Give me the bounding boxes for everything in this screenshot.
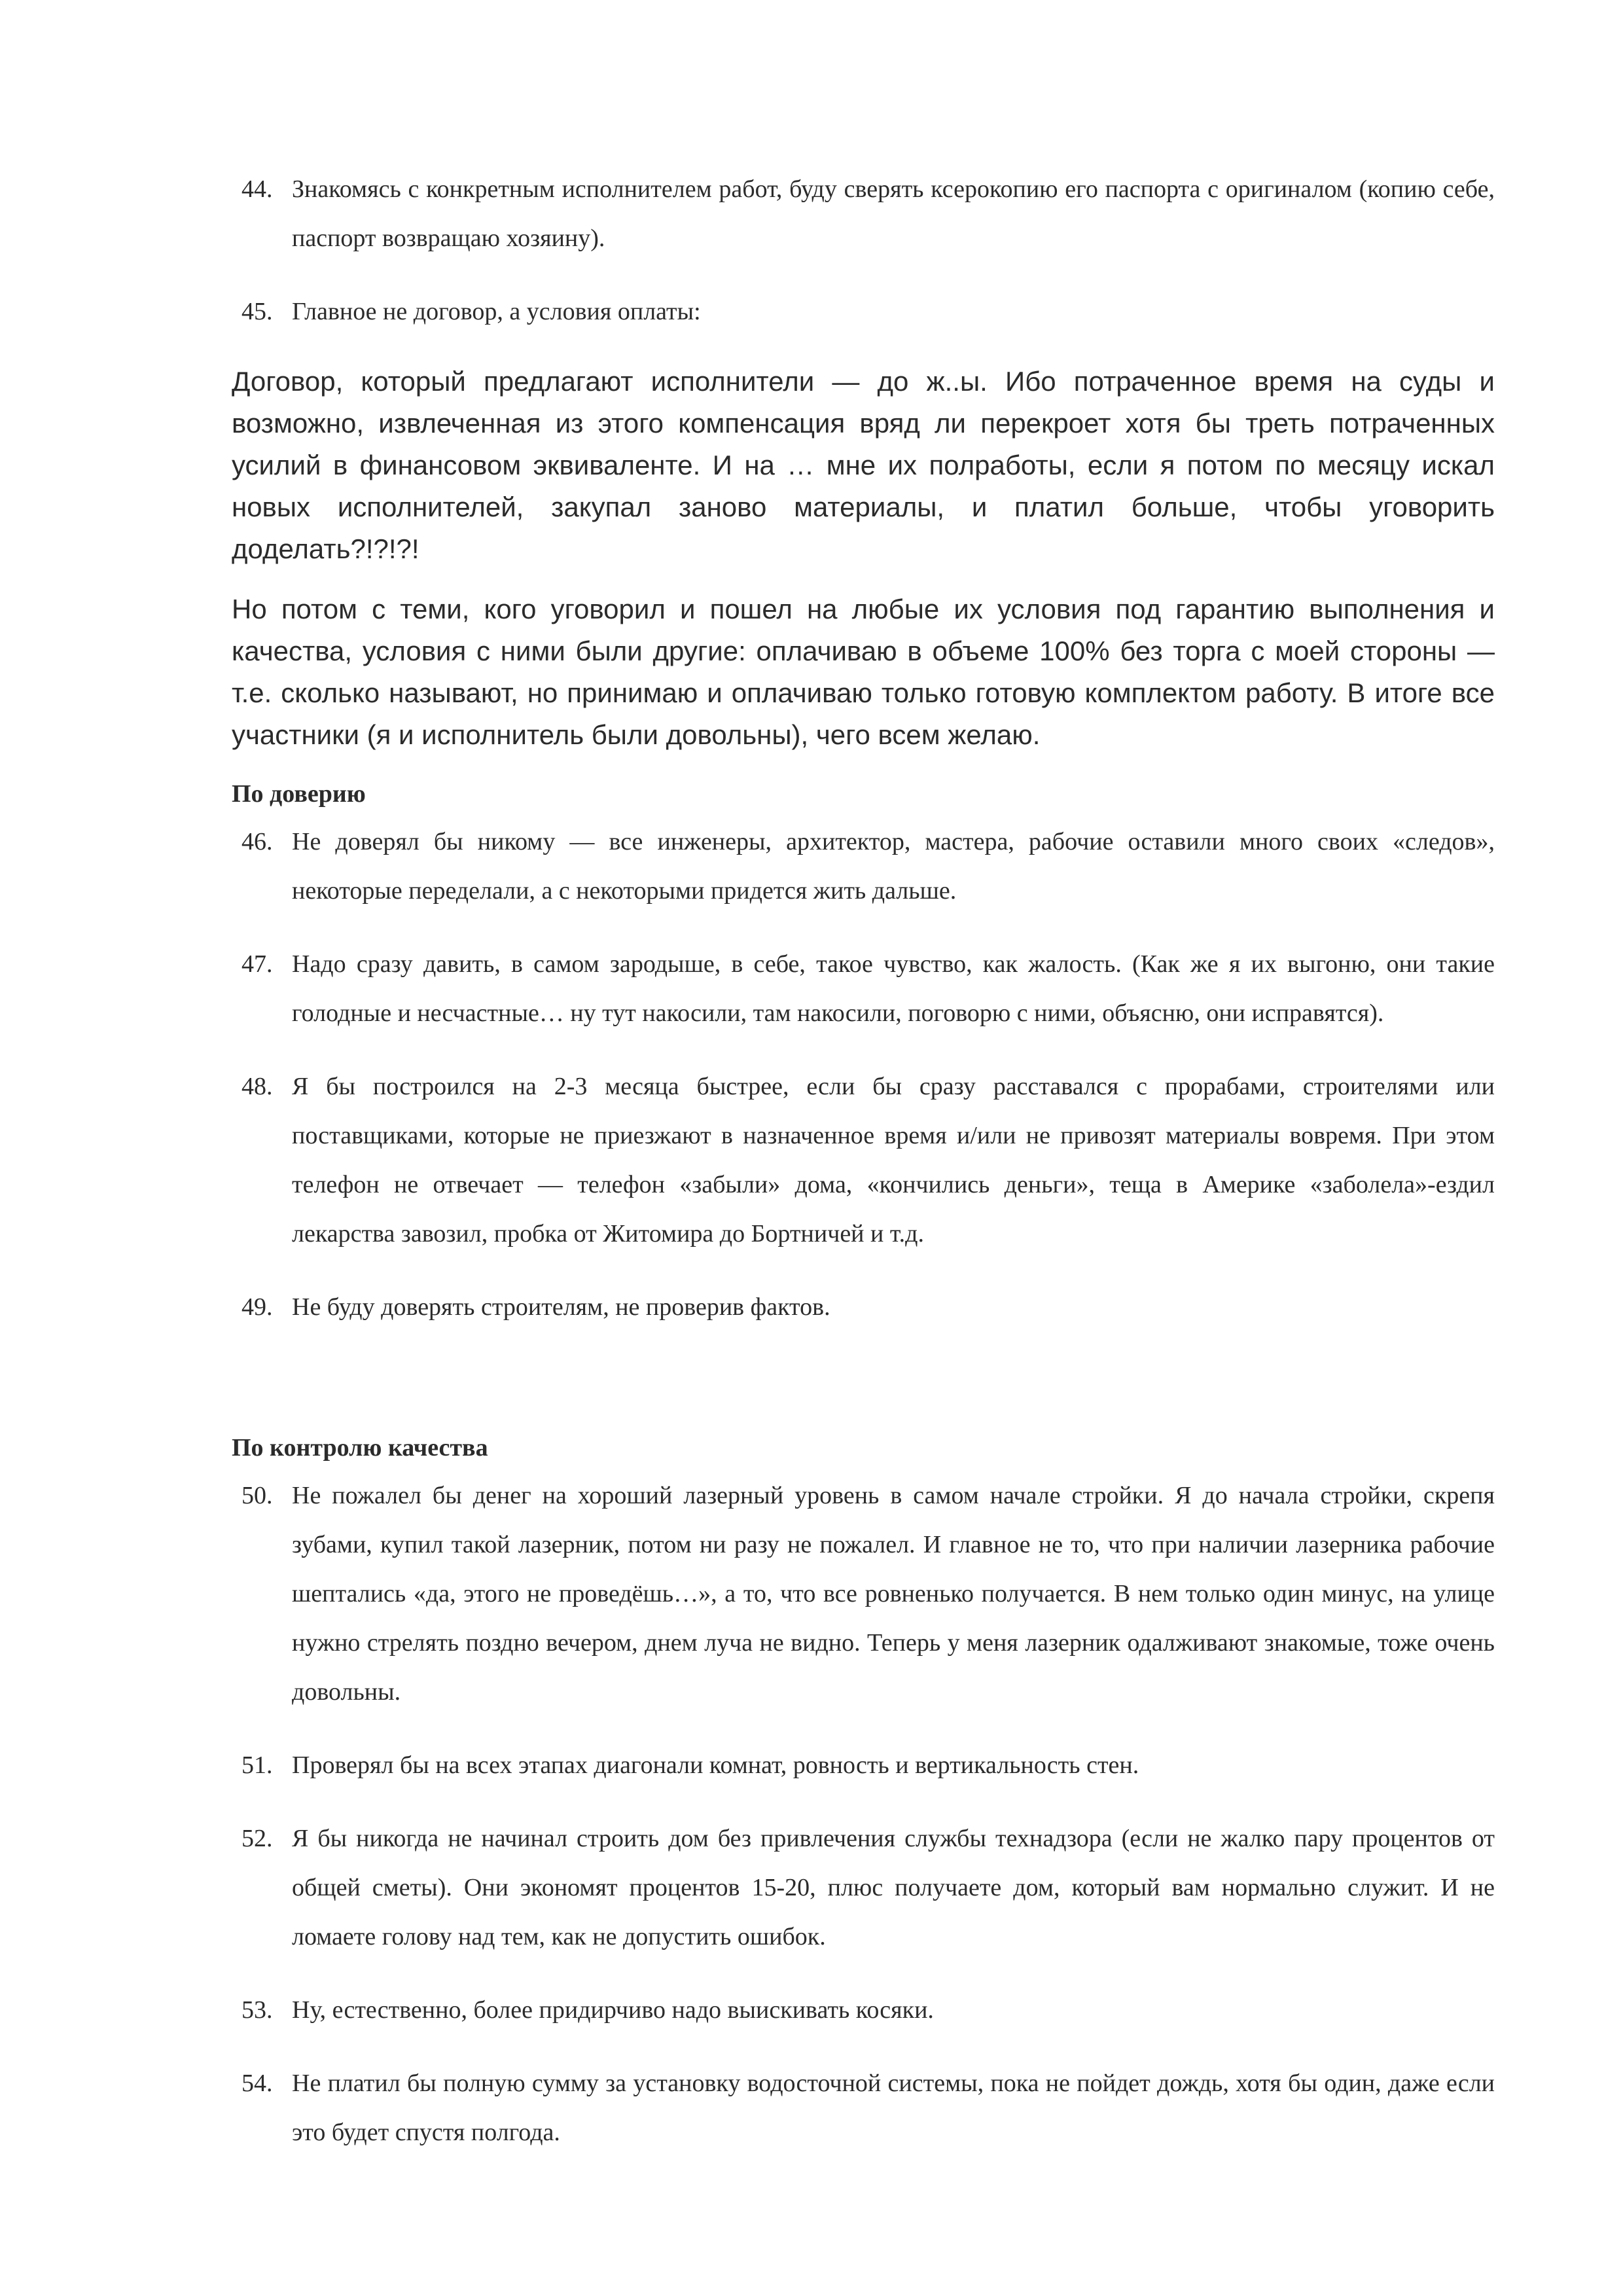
paragraph: Договор, который предлагают исполнители — до ж..ы. Ибо потраченное время на суды и возможно, извлеченная из этого компенсация вряд ли перекроет хотя бы треть потраченных усилий в финансовом эквиваленте. И на … мне их полработы, если я потом по месяцу искал новых исполнителей, закупал заново материалы, и платил больше, чтобы уговорить доделать?!?!?! (232, 366, 1495, 564)
list-item-text: Я бы никогда не начинал строить дом без привлечения службы технадзора (если не жалко пару процентов от общей сметы). Они экономят процентов 15-20, плюс получаете дом, который вам нормально служит. И не ломаете голову над тем, как не допустить ошибок. (292, 1825, 1495, 1950)
list-item (232, 2059, 1495, 2157)
list-item-text: Знакомясь с конкретным исполнителем работ, буду сверять ксерокопию его паспорта с оригиналом (копию себе, паспорт возвращаю хозяину). (292, 175, 1495, 252)
list-item-number: 45. (241, 298, 273, 325)
list-item (232, 940, 1495, 1038)
list-item-number: 50. (241, 1482, 273, 1509)
list-item (232, 1986, 1495, 2035)
section-heading-quality: По контролю качества (232, 1434, 488, 1462)
list-item-number: 54. (241, 2070, 273, 2097)
list-item (232, 817, 1495, 916)
section-spacer (232, 1356, 1495, 1428)
list-item-text: Надо сразу давить, в самом зародыше, в себе, такое чувство, как жалость. (Как же я их выгоню, они такие голодные и несчастные… ну тут накосили, там накосили, поговорю с ними, объясню, они исправятся). (292, 950, 1495, 1027)
list-item (232, 1283, 1495, 1332)
list-item-text: Не буду доверять строителям, не проверив фактов. (292, 1293, 830, 1321)
list-item-number: 46. (241, 828, 273, 855)
list-item (232, 1471, 1495, 1717)
paragraph: Но потом с теми, кого уговорил и пошел на любые их условия под гарантию выполнения и качества, условия с ними были другие: оплачиваю в объеме 100% без торга с моей стороны — т.е. сколько называют, но принимаю и оплачиваю только готовую комплектом работу. В итоге все участники (я и исполнитель были довольны), чего всем желаю. (232, 594, 1495, 750)
list-item (232, 165, 1495, 263)
list-item-number: 49. (241, 1293, 273, 1321)
document-content (232, 165, 1495, 2181)
list-item-text: Не пожалел бы денег на хороший лазерный уровень в самом начале стройки. Я до начала стройки, скрепя зубами, купил такой лазерник, потом ни разу не пожалел. И главное не то, что при наличии лазерника рабочие шептались «да, этого не проведёшь…», а то, что все ровненько получается. В нем только один минус, на улице нужно стрелять поздно вечером, днем луча не видно. Теперь у меня лазерник одалживают знакомые, тоже очень довольны. (292, 1482, 1495, 1706)
list-item-number: 48. (241, 1073, 273, 1100)
list-item (232, 287, 1495, 336)
list-item-text: Главное не договор, а условия оплаты: (292, 298, 701, 325)
section-heading-trust: По доверию (232, 780, 366, 808)
list-item (232, 1741, 1495, 1790)
list-item-number: 52. (241, 1825, 273, 1852)
list-item (232, 1062, 1495, 1259)
list-item (232, 1814, 1495, 1962)
list-item-text: Я бы построился на 2-3 месяца быстрее, если бы сразу расставался с прорабами, строителями или поставщиками, которые не приезжают в назначенное время и/или не привозят материалы вовремя. При этом телефон не отвечает — телефон «забыли» дома, «кончились деньги», теща в Америке «заболела»-ездил лекарства завозил, пробка от Житомира до Бортничей и т.д. (292, 1073, 1495, 1247)
list-item-text: Не доверял бы никому — все инженеры, архитектор, мастера, рабочие оставили много своих «следов», некоторые переделали, а с некоторыми придется жить дальше. (292, 828, 1495, 905)
list-item-text: Не платил бы полную сумму за установку водосточной системы, пока не пойдет дождь, хотя бы один, даже если это будет спустя полгода. (292, 2070, 1495, 2146)
list-item-number: 53. (241, 1996, 273, 2024)
list-item-number: 47. (241, 950, 273, 978)
list-item-text: Проверял бы на всех этапах диагонали комнат, ровность и вертикальность стен. (292, 1751, 1139, 1779)
list-item-text: Ну, естественно, более придирчиво надо выискивать косяки. (292, 1996, 934, 2024)
list-item-number: 44. (241, 175, 273, 203)
list-item-number: 51. (241, 1751, 273, 1779)
